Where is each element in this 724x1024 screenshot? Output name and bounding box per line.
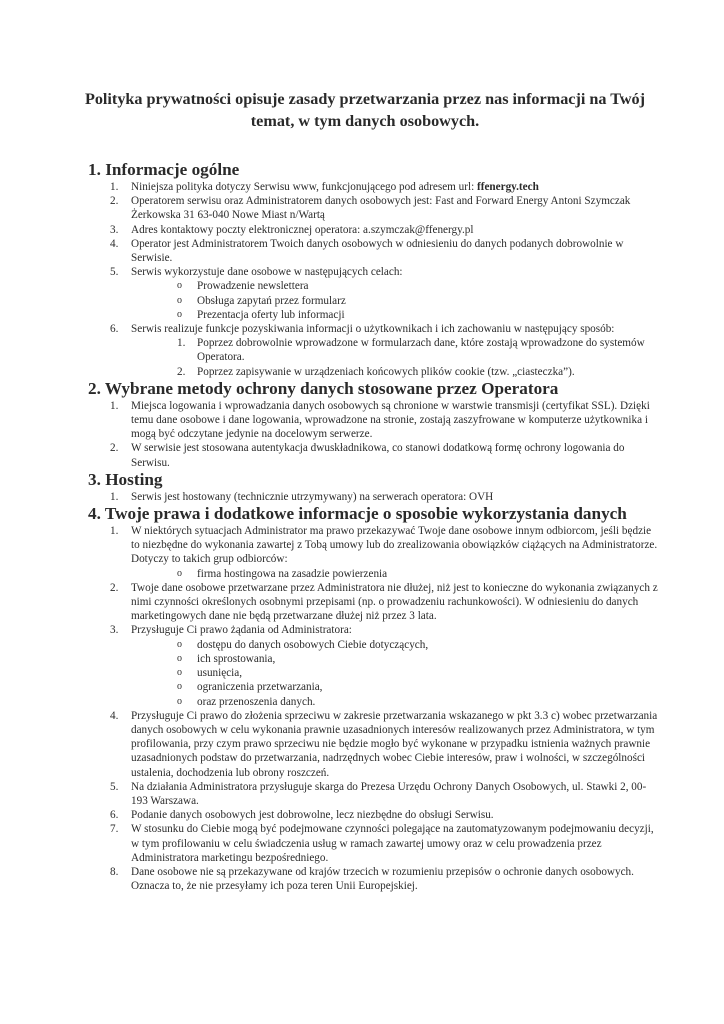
list-item [88, 194, 658, 222]
bullet-icon: o [177, 667, 182, 679]
document-title: Polityka prywatności opisuje zasady przetwarzania przez nas informacji na Twój temat, w tym danych osobowych. [84, 90, 646, 130]
bullet-text: firma hostingowa na zasadzie powierzenia [197, 567, 388, 580]
list-item [88, 265, 658, 279]
bullet-icon: o [177, 681, 182, 693]
bullet-text: dostępu do danych osobowych Ciebie dotyczących, [197, 638, 429, 651]
list-item [88, 322, 658, 336]
bullet-item [88, 638, 658, 652]
bullet-item [88, 652, 658, 666]
list-item [88, 865, 658, 893]
list-number: 2. [110, 195, 119, 208]
list-number: 1. [110, 490, 119, 503]
list-number: 7. [110, 823, 119, 836]
list-number: 3. [110, 223, 119, 236]
list-item [88, 822, 658, 865]
nested-list-item [88, 336, 658, 364]
list-item-text: Przysługuje Ci prawo żądania od Administratora: [131, 624, 352, 637]
list-number: 8. [110, 865, 119, 878]
document-body [88, 160, 658, 893]
list-item-text: Podanie danych osobowych jest dobrowolne, lecz niezbędne do obsługi Serwisu. [131, 809, 494, 822]
list-item-text: Przysługuje Ci prawo do złożenia sprzeciwu w zakresie przetwarzania wskazanego w pkt 3.3 c) wobec przetwarzania danych osobowych w celu wykonania prawnie uzasadnionych interesów realizowanych przez Administratora, w tym profilowania, przy czym prawo sprzeciwu nie będzie mogło być wykonane w przypadku istnienia ważnych prawnie uzasadnionych podstaw do przetwarzania, nadrzędnych wobec Ciebie interesów, praw i wolności, w szczególności ustalenia, dochodzenia lub obrony roszczeń. [131, 709, 658, 779]
list-item-text: W stosunku do Ciebie mogą być podejmowane czynności polegające na zautomatyzowanym podejmowaniu decyzji, w tym profilowaniu w celu świadczenia usług w ramach zawartej umowy oraz w celu prowadzenia przez Administratora marketingu bezpośredniego. [131, 823, 654, 864]
section-heading: 1. Informacje ogólne [88, 160, 240, 179]
bullet-text: Obsługa zapytań przez formularz [197, 294, 346, 307]
list-item [88, 581, 658, 624]
bullet-icon: o [177, 567, 182, 579]
list-number: 2. [110, 581, 119, 594]
list-number: 6. [110, 323, 119, 336]
bullet-icon: o [177, 280, 182, 292]
list-item-text: Serwis wykorzystuje dane osobowe w następujących celach: [131, 266, 403, 279]
list-item [88, 399, 658, 442]
list-item-text: W serwisie jest stosowana autentykacja dwuskładnikowa, co stanowi dodatkową formę ochrony logowania do Serwisu. [131, 442, 625, 469]
list-item-text: Operatorem serwisu oraz Administratorem danych osobowych jest: Fast and Forward Energy Antoni Szymczak Żerkowska 31 63-040 Nowe Miast n/Wartą [131, 195, 631, 222]
list-item-text: Poprzez zapisywanie w urządzeniach końcowych plików cookie (tzw. „ciasteczka”). [197, 365, 575, 378]
bullet-item [88, 695, 658, 709]
list-number: 5. [110, 266, 119, 279]
bullet-item [88, 308, 658, 322]
bullet-text: usunięcia, [197, 667, 243, 680]
list-number: 4. [110, 237, 119, 250]
list-item [88, 623, 658, 637]
site-url: ffenergy.tech [477, 181, 539, 193]
bullet-item [88, 680, 658, 694]
list-item [88, 490, 658, 504]
bullet-text: ich sprostowania, [197, 652, 276, 665]
bullet-text: Prezentacja oferty lub informacji [197, 308, 345, 321]
bullet-item [88, 279, 658, 293]
list-number: 1. [177, 337, 186, 350]
list-item-text: Dane osobowe nie są przekazywane od krajów trzecich w rozumieniu przepisów o ochronie danych osobowych. Oznacza to, że nie przesyłamy ich poza teren Unii Europejskiej. [131, 865, 634, 893]
list-item-text: Twoje dane osobowe przetwarzane przez Administratora nie dłużej, niż jest to konieczne do wykonania związanych z nimi czynności określonych osobnymi przepisami (np. o prowadzeniu rachunkowości). W odniesieniu do danych marketingowych dane nie będą przetwarzane dłużej niż przez 3 lata. [131, 581, 658, 623]
list-item [88, 808, 658, 822]
numbered-list [88, 490, 658, 504]
section-4 [88, 504, 658, 893]
bullet-icon: o [177, 308, 182, 320]
list-item-text: Serwis jest hostowany (technicznie utrzymywany) na serwerach operatora: OVH [131, 490, 494, 503]
list-item [88, 180, 658, 194]
bullet-text: oraz przenoszenia danych. [197, 695, 316, 708]
list-item-text: Operator jest Administratorem Twoich danych osobowych w odniesieniu do danych podanych dobrowolnie w Serwisie. [131, 237, 624, 265]
numbered-list [88, 399, 658, 470]
list-item [88, 709, 658, 780]
list-item-text: Na działania Administratora przysługuje skarga do Prezesa Urzędu Ochrony Danych Osobowych, ul. Stawki 2, 00-193 Warszawa. [131, 780, 647, 807]
section-3 [88, 470, 658, 504]
list-item-text: Serwis realizuje funkcje pozyskiwania informacji o użytkownikach i ich zachowaniu w następujący sposób: [131, 323, 615, 336]
list-number: 1. [110, 399, 119, 412]
list-number: 2. [177, 365, 186, 378]
list-item [88, 441, 658, 469]
list-item [88, 524, 658, 567]
list-item-text: Poprzez dobrowolnie wprowadzone w formularzach dane, które zostają wprowadzone do systemów Operatora. [197, 337, 645, 364]
numbered-list [88, 524, 658, 893]
list-item-text: Miejsca logowania i wprowadzania danych osobowych są chronione w warstwie transmisji (certyfikat SSL). Dzięki temu dane osobowe i dane logowania, wprowadzone na stronie, zostają zaszyfrowane w komputerze użytkownika i mogą być odczytane jedynie na docelowym serwerze. [131, 399, 650, 441]
section-heading: 4. Twoje prawa i dodatkowe informacje o sposobie wykorzystania danych [88, 504, 627, 524]
bullet-item [88, 666, 658, 680]
section-1 [88, 160, 658, 379]
list-item-text: W niektórych sytuacjach Administrator ma prawo przekazywać Twoje dane osobowe innym odbiorcom, jeśli będzie to niezbędne do wykonania zawartej z Tobą umowy lub do zrealizowania obowiązków ciążących na Administratorze. Dotyczy to takich grup odbiorców: [131, 525, 658, 566]
numbered-list [88, 180, 658, 379]
list-number: 6. [110, 809, 119, 822]
list-number: 5. [110, 780, 119, 793]
list-number: 4. [110, 709, 119, 722]
section-heading: 3. Hosting [88, 469, 163, 489]
list-item [88, 237, 658, 265]
bullet-item [88, 294, 658, 308]
bullet-icon: o [177, 638, 182, 650]
bullet-icon: o [177, 294, 182, 306]
bullet-text: ograniczenia przetwarzania, [197, 681, 323, 694]
bullet-text: Prowadzenie newslettera [197, 280, 309, 293]
bullet-icon: o [177, 652, 182, 664]
list-number: 3. [110, 624, 119, 637]
bullet-item [88, 567, 658, 581]
nested-list-item [88, 365, 658, 379]
list-number: 1. [110, 525, 119, 538]
list-item-text: Adres kontaktowy poczty elektronicznej operatora: a.szymczak@ffenergy.pl [131, 223, 474, 236]
list-item [88, 223, 658, 237]
section-heading: 2. Wybrane metody ochrony danych stosowane przez Operatora [88, 378, 559, 398]
bullet-icon: o [177, 695, 182, 707]
list-item [88, 780, 658, 808]
list-number: 2. [110, 442, 119, 455]
section-2 [88, 379, 658, 470]
list-number: 1. [110, 181, 119, 193]
list-item-text: Niniejsza polityka dotyczy Serwisu www, funkcjonującego pod adresem url: [131, 181, 477, 193]
